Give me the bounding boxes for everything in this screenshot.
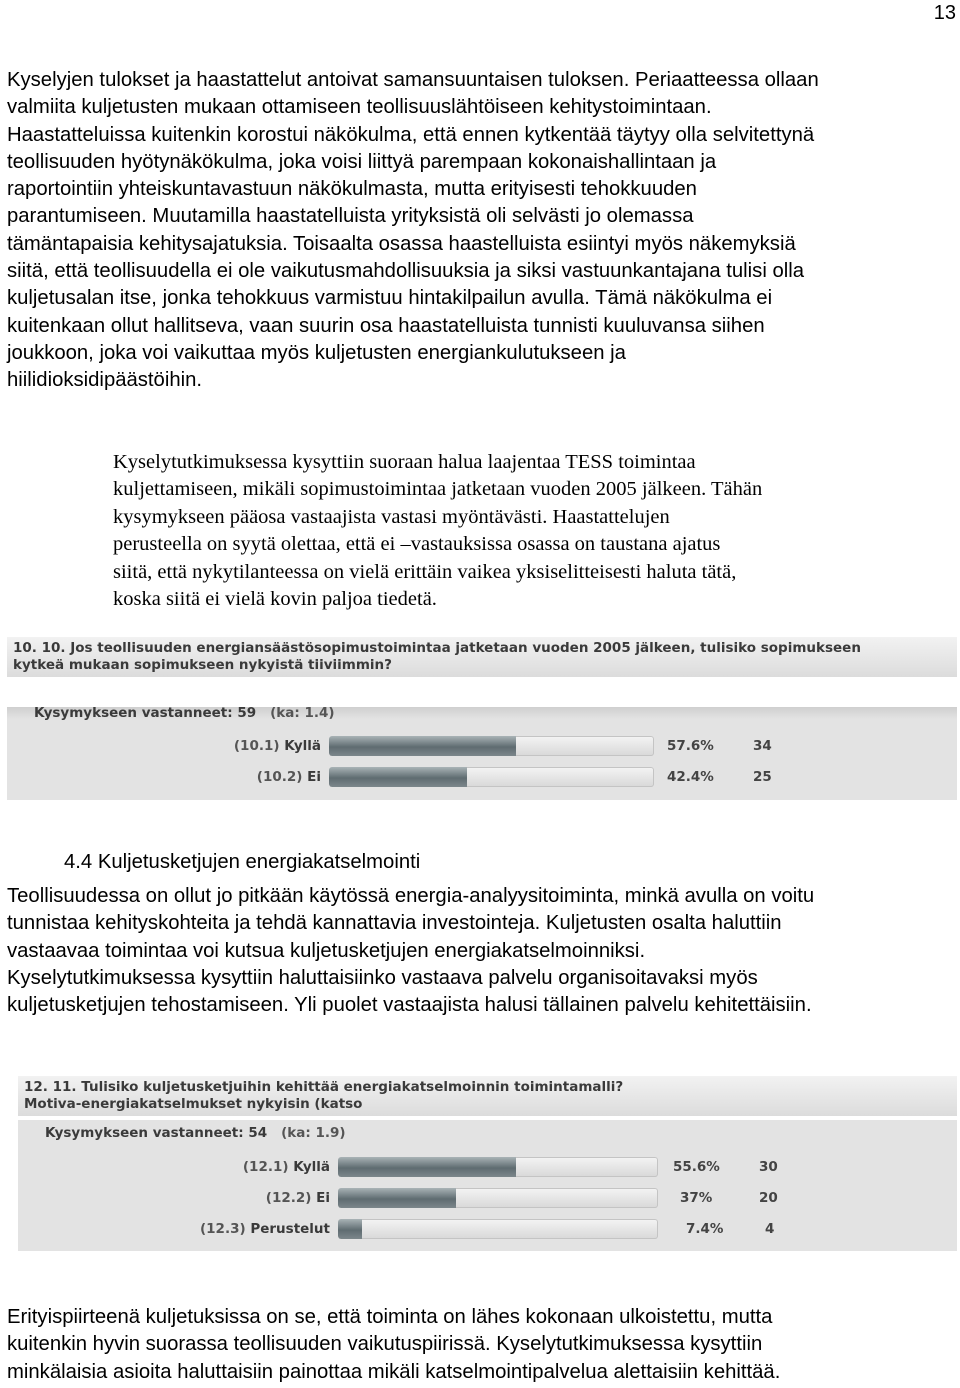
text-line: siitä, että nykytilanteessa on vielä erittäin vaikea yksiselitteisesti haluta tätä,: [113, 560, 737, 583]
text-line: kuljetusalan itse, jonka tehokkuus varmistuu hintakilpailun avulla. Tämä näkökulma ei: [7, 287, 773, 310]
result-bar-fill: [338, 1157, 516, 1177]
paragraph-4: [7, 1304, 780, 1386]
option-percent: 7.4%: [686, 1221, 724, 1237]
option-row: [18, 1186, 957, 1210]
option-id: (12.2): [265, 1190, 312, 1206]
text-line: Kyselytutkimuksessa kysyttiin haluttaisiinko vastaava palvelu organisoitavaksi myös: [7, 966, 758, 989]
result-bar: [329, 736, 654, 756]
text-line: kuitenkin hyvin suorassa teollisuuden vaikutuspiirissä. Kyselytutkimuksessa kysyttiin: [7, 1333, 763, 1356]
text-line: raportointiin yhteiskuntavastuun näkökulmasta, mutta erityisesti tehokkuuden: [7, 178, 697, 201]
text-line: tunnistaa kehityskohteita ja tehdä kannattavia investointeja. Kuljetusten osalta haluttiin: [7, 912, 782, 935]
option-percent: 57.6%: [667, 738, 714, 754]
result-bar: [338, 1188, 658, 1208]
average-label: (ka: 1.9): [281, 1125, 346, 1141]
option-label: [157, 765, 321, 789]
text-line: joukkoon, joka voi vaikuttaa myös kuljetusten energiankulutukseen ja: [7, 341, 626, 364]
option-label: [157, 1155, 330, 1179]
text-line: Kyselyjen tulokset ja haastattelut antoivat samansuuntaisen tuloksen. Periaatteessa ollaan: [7, 69, 819, 91]
page-number: 13: [933, 2, 956, 24]
result-bar-fill: [338, 1188, 456, 1208]
option-percent: 37%: [680, 1190, 713, 1206]
text-line: Kyselytutkimuksessa kysyttiin suoraan halua laajentaa TESS toimintaa: [113, 451, 696, 473]
respondent-count-label: Kysymykseen vastanneet: 54: [45, 1125, 268, 1141]
option-text: Kyllä: [293, 1159, 330, 1175]
respondent-count: [34, 705, 335, 721]
text-line: hiilidioksidipäästöihin.: [7, 369, 203, 392]
option-row: [18, 1155, 957, 1179]
option-text: Ei: [316, 1190, 330, 1206]
survey-result-10: [7, 637, 957, 800]
paragraph-3: [7, 883, 814, 1019]
average-label: (ka: 1.4): [270, 705, 335, 721]
results-panel: [18, 1120, 957, 1251]
text-line: Haastatteluissa kuitenkin korostui näkökulma, että ennen kytkentää täytyy olla selvitettynä: [7, 123, 815, 146]
option-id: (10.2): [256, 769, 303, 785]
option-label: [157, 734, 321, 758]
result-bar-fill: [338, 1219, 362, 1239]
option-row: [7, 765, 957, 789]
option-id: (10.1): [233, 738, 280, 754]
option-percent: 55.6%: [673, 1159, 720, 1175]
option-count: 20: [759, 1190, 778, 1206]
result-bar-fill: [329, 767, 467, 787]
text-line: koska siitä ei vielä kovin paljoa tiedetä.: [113, 588, 437, 611]
respondent-count-label: Kysymykseen vastanneet: 59: [34, 705, 257, 721]
text-line: Erityispiirteenä kuljetuksissa on se, että toiminta on lähes kokonaan ulkoistettu, mutta: [7, 1306, 773, 1328]
text-line: kuljettamiseen, mikäli sopimustoimintaa jatketaan vuoden 2005 jälkeen. Tähän: [113, 478, 763, 501]
option-text: Perustelut: [250, 1221, 330, 1237]
paragraph-1: [7, 67, 819, 395]
option-count: 34: [753, 738, 772, 754]
survey-question: [7, 637, 957, 677]
text-line: kuitenkaan ollut hallitseva, vaan suurin osa haastatelluista tunnisti kuuluvansa siihen: [7, 314, 765, 337]
section-heading: 4.4 Kuljetusketjujen energiakatselmointi: [64, 851, 421, 873]
text-line: perusteella on syytä olettaa, että ei –vastauksissa osassa on taustana ajatus: [113, 533, 721, 556]
option-count: 25: [753, 769, 772, 785]
result-bar: [338, 1157, 658, 1177]
option-count: 30: [759, 1159, 778, 1175]
text-line: valmiita kuljetusten mukaan ottamiseen teollisuuslähtöiseen kehitystoimintaan.: [7, 96, 712, 119]
paragraph-2: [113, 449, 762, 613]
text-line: minkälaisia asioita haluttaisiin painottaa mikäli katselmointipalvelua alettaisiin kehittää.: [7, 1360, 781, 1383]
question-line: 12. 11. Tulisiko kuljetusketjuihin kehittää energiakatselmoinnin toimintamalli?: [24, 1079, 624, 1095]
text-line: kuljetusketjujen tehostamiseen. Yli puolet vastaajista halusi tällainen palvelu kehitettäisiin.: [7, 994, 812, 1017]
option-percent: 42.4%: [667, 769, 714, 785]
results-panel: [7, 707, 957, 800]
result-bar-fill: [329, 736, 516, 756]
text-line: tämäntapaisia kehitysajatuksia. Toisaalta osassa haastelluista esiintyi myös näkemyksiä: [7, 232, 796, 255]
option-text: Kyllä: [284, 738, 321, 754]
question-line: kytkeä mukaan sopimukseen nykyistä tiiviimmin?: [13, 657, 392, 673]
question-line: Motiva-energiakatselmukset nykyisin (katso: [24, 1096, 363, 1112]
text-line: vastaavaa toimintaa voi kutsua kuljetusketjujen energiakatselmoinniksi.: [7, 939, 646, 962]
survey-question: [18, 1076, 957, 1116]
survey-result-12: [18, 1076, 957, 1251]
text-line: parantumiseen. Muutamilla haastatelluista yrityksistä oli selvästi jo olemassa: [7, 205, 694, 228]
question-line: 10. 10. Jos teollisuuden energiansäästösopimustoimintaa jatketaan vuoden 2005 jälkeen, tulisiko sopimukseen: [13, 640, 861, 656]
option-text: Ei: [307, 769, 321, 785]
option-id: (12.3): [199, 1221, 246, 1237]
option-label: [157, 1186, 330, 1210]
text-line: teollisuuden hyötynäkökulma, joka voisi liittyä parempaan kokonaishallintaan ja: [7, 150, 717, 173]
result-bar: [329, 767, 654, 787]
text-line: siitä, että teollisuudella ei ole vaikutusmahdollisuuksia ja siksi vastuunkantajana tulisi olla: [7, 260, 805, 283]
text-line: Teollisuudessa on ollut jo pitkään käytössä energia-analyysitoiminta, minkä avulla on voitu: [7, 885, 815, 907]
option-row: [18, 1217, 957, 1241]
option-count: 4: [765, 1221, 775, 1237]
option-id: (12.1): [242, 1159, 289, 1175]
result-bar: [338, 1219, 658, 1239]
option-row: [7, 734, 957, 758]
option-label: [157, 1217, 330, 1241]
respondent-count: [45, 1125, 346, 1141]
text-line: kysymykseen pääosa vastaajista vastasi myöntävästi. Haastattelujen: [113, 505, 670, 528]
